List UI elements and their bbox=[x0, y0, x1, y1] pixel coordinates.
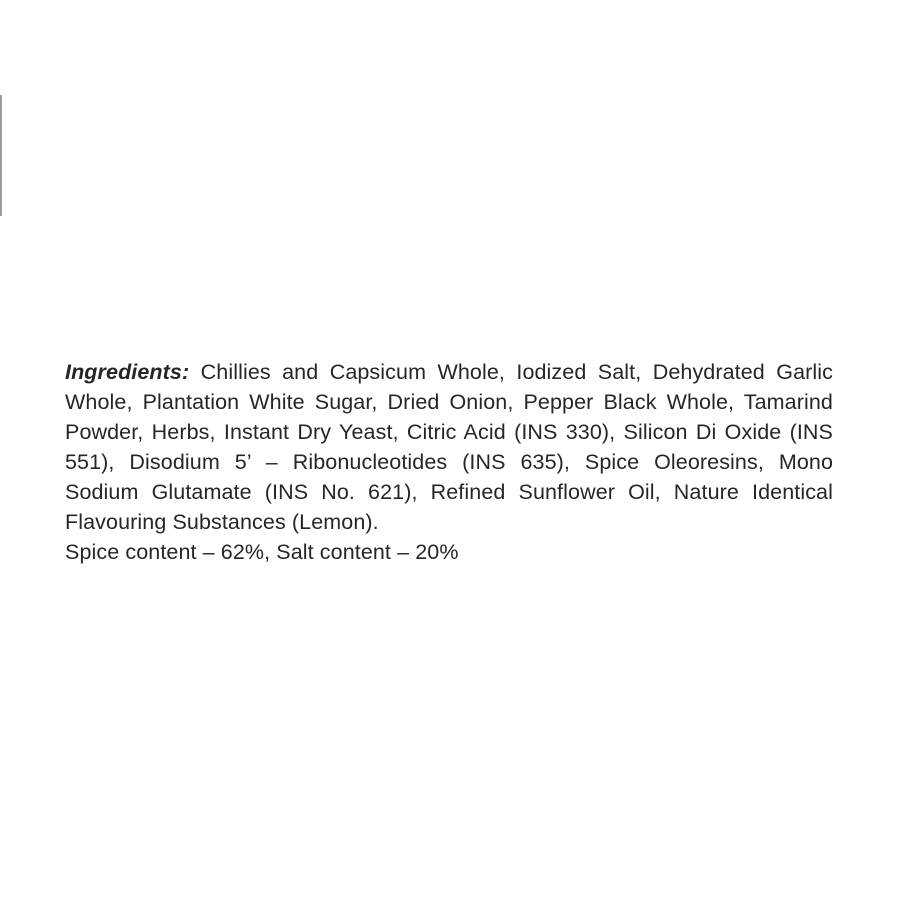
ingredients-section bbox=[65, 357, 833, 567]
left-edge-crop-mark bbox=[0, 95, 2, 216]
ingredients-paragraph bbox=[65, 357, 833, 537]
ingredients-label: Ingredients: bbox=[65, 360, 190, 384]
ingredients-list-text: Chillies and Capsicum Whole, Iodized Salt, Dehydrated Garlic Whole, Plantation White Sugar, Dried Onion, Pepper Black Whole, Tamarind Powder, Herbs, Instant Dry Yeast, Citric Acid (INS 330), Silicon Di Oxide (INS 551), Disodium 5’ – Ribonucleotides (INS 635), Spice Oleoresins, Mono Sodium Glutamate (INS No. 621), Refined Sunflower Oil, Nature Identical Flavouring Substances (Lemon). bbox=[65, 360, 833, 534]
spice-salt-content-line: Spice content – 62%, Salt content – 20% bbox=[65, 540, 459, 564]
